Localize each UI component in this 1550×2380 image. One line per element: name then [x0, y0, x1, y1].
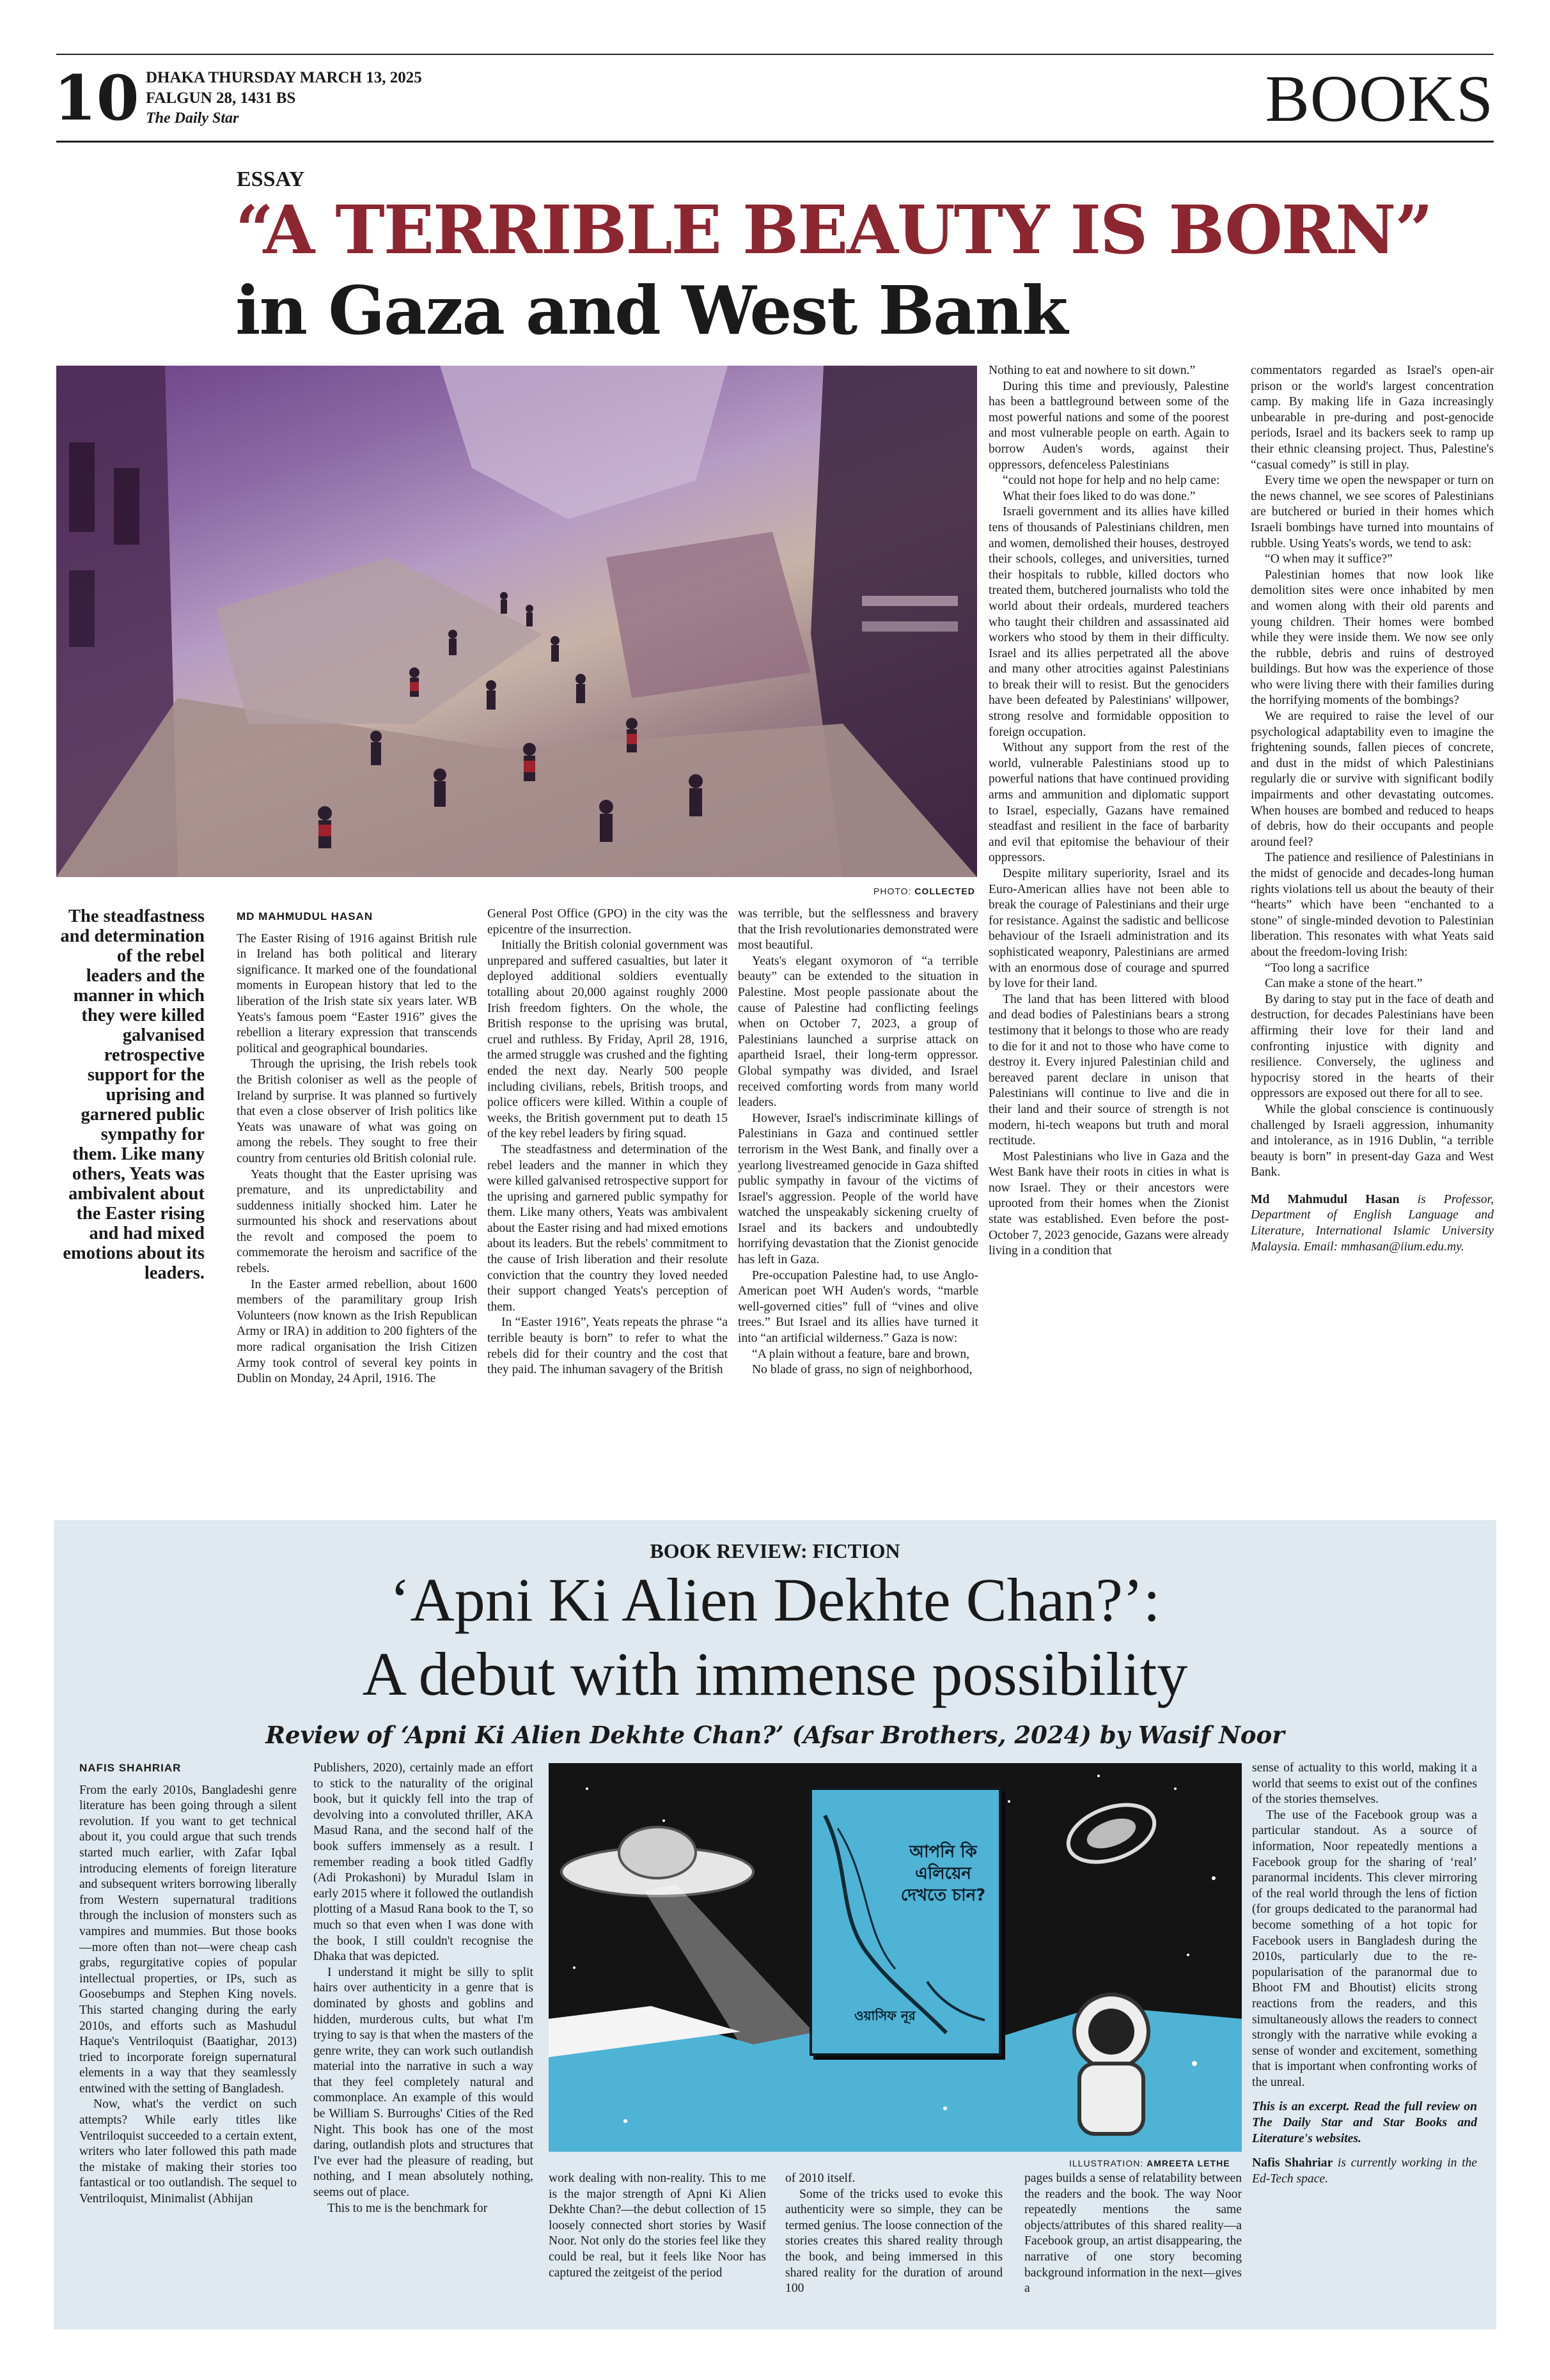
review-column-5 [1024, 2171, 1242, 2326]
date-line: DHAKA THURSDAY MARCH 13, 2025 [146, 69, 422, 86]
review-subtitle: Review of ‘Apni Ki Alien Dekhte Chan?’ (Afsar Brothers, 2024) by Wasif Noor [265, 1721, 1285, 1749]
gaza-rubble-photo [56, 366, 977, 877]
essay-paragraph: We are required to raise the level of our psychological adaptability even to imagine the frightening sounds, fallen pieces of concrete, and dust in the midst of which Palestinians regularly die or survive with significant bodily impairments and other devastating outcomes. When houses are bombed and reduced to heaps of debris, how do their occupants and people around feel? [1251, 710, 1494, 849]
alien-illustration [549, 1763, 1242, 2152]
essay-paragraph: Yeats thought that the Easter uprising was premature, and its unpredictability and suddenness initially shocked him. Later he surmounted his shock and reservations about the revolt and composed the poem to commemorate the heroism and sacrifice of the rebels. [237, 1167, 477, 1276]
essay-paragraph: The steadfastness and determination of the rebel leaders and the manner in which they were killed galvanised retrospective support for the uprising and garnered public sympathy for them. Like many others, Yeats was ambivalent about the Easter rising and had mixed emotions about its leaders. But the rebels' commitment to the cause of Irish liberation and their resolute conviction that the country they loved needed their support changed Yeats's perception of them. [487, 1142, 728, 1314]
photo-credit-label: PHOTO: [873, 886, 912, 896]
essay-paragraph: In the Easter armed rebellion, about 1600 members of the paramilitary group Irish Volunteers (now known as the Irish Republican Army or IRA) in addition to 200 fighters of the more radical organisation the Irish Citizen Army took control of several key points in Dublin on Monday, 24 April, 1916. The [237, 1277, 477, 1386]
essay-headline-red: “A TERRIBLE BEAUTY IS BORN” [235, 191, 1432, 269]
essay-paragraph: By daring to stay put in the face of death and destruction, for decades Palestinians have been affirming their love for their land and confronting injustice with dignity and resilience. Conversely, the ugliness and hypocrisy stored in the hearts of their oppressors are exposed out there for all to see. [1251, 992, 1494, 1101]
review-paragraph: From the early 2010s, Bangladeshi genre literature has been going through a silent revolution. If you want to get technical about it, you could argue that such trends started much earlier, with Zafar Iqbal introducing elements of foreign literature and subsequent writers borrowing liberally from Western supernatural traditions through the inclusion of monsters such as vampires and mummies. But those books—more often than not—were cheap cash grabs, regurgitative copies of popular intellectual properties, or IPs, such as Goosebumps and Stephen King novels. This started changing during the early 2010s, and efforts such as Mashudul Haque's Ventriloquist (Baatighar, 2013) tried to incorporate foreign supernatural elements in a way that they seamlessly entwined with the setting of Bangladesh. [79, 1783, 297, 2096]
essay-paragraph: In “Easter 1916”, Yeats repeats the phrase “a terrible beauty is born” to refer to what the rebels did for their country and the cost that they paid. The inhuman savagery of the British [487, 1316, 728, 1377]
essay-verse: “A plain without a feature, bare and brown, [752, 1347, 970, 1361]
essay-paragraph: While the global conscience is continuously challenged by Israeli aggression, inhumanity and intolerance, as in 1916 Dublin, “a terrible beauty is born” in present-day Gaza and West Bank. [1251, 1102, 1494, 1179]
essay-kicker: ESSAY [237, 167, 305, 191]
essay-verse: “O when may it suffice?” [1265, 552, 1393, 566]
review-column-6 [1252, 1761, 1477, 2326]
essay-paragraph: The Easter Rising of 1916 against British rule in Ireland has both political and literary significance. It marked one of the foundational moments in European history that led to the liberation of the Irish state six years later. WB Yeats's famous poem “Easter 1916” gives the rebellion a literary expression that transcends political and geographical boundaries. [237, 931, 477, 1055]
illustration-credit-label: ILLUSTRATION: [1069, 2158, 1144, 2168]
review-excerpt-note: This is an excerpt. Read the full review on The Daily Star and Star Books and Literature's websites. [1252, 2100, 1477, 2145]
essay-column-2 [487, 906, 728, 1497]
review-paragraph: Now, what's the verdict on such attempts? While early titles like Ventriloquist succeeded to a certain extent, writers who later followed this path made the mistake of making their stories too fantastical or too outlandish. The sequel to Ventriloquist, Minimalist (Abhijan [79, 2097, 297, 2206]
essay-paragraph: Through the uprising, the Irish rebels took the British coloniser as well as the people of Ireland by surprise. It was planned so furtively that even a close observer of Irish politics like Yeats was unaware of what was going on among the rebels. They sought to free their country from centuries old British colonial rule. [237, 1057, 477, 1165]
rubble-scene-svg [56, 366, 977, 877]
essay-paragraph: Every time we open the newspaper or turn on the news channel, we see scores of Palestinians are butchered or buried in their homes which Israeli bombings have turned into mountains of rubble. Using Yeats's words, we tend to ask: [1251, 474, 1494, 550]
masthead-rule [56, 141, 1494, 143]
essay-verse: “Too long a sacrifice [1265, 961, 1370, 975]
review-paragraph: Publishers, 2020), certainly made an effort to stick to the naturality of the original book, but it quickly fell into the trap of devolving into a convoluted thriller, AKA Masud Rana, and the second half of the book suffers immensely as a result. I remember reading a book titled Gadfly (Adi Prokashoni) by Muradul Islam in early 2015 where it followed the outlandish plotting of a Masud Rana book to the T, so much so that even when I was done with the book, I still couldn't recognise the Dhaka that was depicted. [313, 1761, 533, 1964]
photo-credit [873, 886, 975, 896]
essay-paragraph: was terrible, but the selflessness and bravery that the Irish revolutionaries demonstrated were most beautiful. [738, 907, 978, 953]
review-paragraph: pages builds a sense of relatability between the readers and the book. The way Noor repeatedly mentions the same objects/attributes of this shared reality—a Facebook group, an artist disappearing, the narrative of one story becoming background information in the next—gives a [1024, 2172, 1242, 2296]
paper-logo: The Daily Star [146, 110, 239, 127]
essay-headline-black: in Gaza and West Bank [235, 271, 1067, 350]
essay-paragraph: During this time and previously, Palestine has been a battleground between some of the most powerful nations and some of the poorest and most vulnerable people on earth. Again to borrow Auden's words, against their oppressors, defenceless Palestinians [989, 379, 1229, 472]
review-paragraph: of 2010 itself. [785, 2172, 856, 2185]
essay-column-4 [989, 363, 1229, 1497]
essay-verse: “could not hope for help and no help came: [1003, 474, 1220, 488]
review-byline: NAFIS SHAHRIAR [79, 1762, 182, 1774]
top-rule [56, 54, 1494, 55]
page-number: 10 [54, 62, 139, 134]
essay-verse: No blade of grass, no sign of neighborhood, [752, 1363, 973, 1377]
review-paragraph: sense of actuality to this world, making it a world that seems to exist out of the confines of the stories themselves. [1252, 1761, 1477, 1807]
essay-author-bio [1251, 1192, 1494, 1255]
essay-column-1 [237, 909, 477, 1497]
essay-paragraph: The land that has been littered with blood and dead bodies of Palestinians bears a strong testimony that it belongs to those who are ready to die for it and not to those who have come to destroy it. Every injured Palestinian child and bereaved parent declare in unison that Palestinians will continue to live and die in their land and their source of strength is not modern, hi-tech weapons but truth and moral rectitude. [989, 992, 1229, 1148]
bangla-date: FALGUN 28, 1431 BS [146, 89, 296, 107]
essay-bio-name: Md Mahmudul Hasan [1251, 1192, 1400, 1206]
essay-bio-text: is Professor, Department of English Language and Literature, International Islamic University Malaysia. Email: mmhasan@iium.edu.my. [1251, 1192, 1494, 1254]
essay-paragraph: Most Palestinians who live in Gaza and the West Bank have their roots in cities in what is now Israel. They or their ancestors were uprooted from their homes when the Zionist state was established. Even before the post-October 7, 2023 genocide, Gazans were already living in a condition that [989, 1149, 1229, 1258]
review-kicker: BOOK REVIEW: FICTION [650, 1539, 900, 1562]
book-cover-title: আপনি কি এলিয়েন দেখতে চান? [900, 1842, 986, 1905]
essay-paragraph: Nothing to eat and nowhere to sit down.” [989, 364, 1196, 377]
review-author-bio [1252, 2156, 1477, 2187]
essay-pullquote: The steadfastness and determination of the rebel leaders and the manner in which they were killed galvanised retrospective support for the uprising and garnered public sympathy for them. Like many others, Yeats was ambivalent about the Easter rising and had mixed emotions about its leaders. [60, 906, 205, 1283]
essay-paragraph: Pre-occupation Palestine had, to use Anglo-American poet WH Auden's words, “marble well-governed cities” full of “vines and olive trees.” But Israel and its allies have turned it into “an artificial wilderness.” Gaza is now: [738, 1268, 978, 1346]
essay-paragraph: Israeli government and its allies have killed tens of thousands of Palestinians children, men and women, demolished their houses, destroyed their schools, colleges, and universities, turned their hospitals to rubble, killed doctors who treated them, butchered journalists who told the world about their ordeals, murdered teachers who taught their children and assassinated aid workers who stood by them in their difficulty. Israel and its allies perpetrated all the above and many other atrocities against Palestinians to break their will to resist. But the genociders have been defeated by Palestinians' willpower, strong resolve and formidable opposition to foreign occupation. [989, 505, 1229, 739]
essay-paragraph: Yeats's elegant oxymoron of “a terrible beauty” can be extended to the situation in Palestine. Most people passionate about the cause of Palestine had conflicting feelings when on October 7, 2023, a group of Palestinians launched a surprise attack on apartheid Israel, their long-term oppressor. Global sympathy was divided, and Israel received comforting words from many world leaders. [738, 954, 978, 1110]
review-paragraph: I understand it might be silly to split hairs over authenticity in a genre that is dominated by ghosts and goblins and hidden, murderous cults, but what I'm trying to say is that when the masters of the genre write, they can work such outlandish material into the narrative in such a way that they feel completely natural and commonplace. An example of this would be William S. Burroughs' Cities of the Red Night. This book has one of the most daring, outlandish plots and structures that I've ever had the pleasure of reading, but nothing, and I mean absolutely nothing, seems out of place. [313, 1965, 533, 2200]
review-bio-name: Nafis Shahriar [1252, 2156, 1333, 2170]
review-title-line2: A debut with immense possibility [362, 1640, 1188, 1708]
review-paragraph: The use of the Facebook group was a particular standout. As a source of information, Noor repeatedly mentions a Facebook group for the sharing of ‘real’ paranormal incidents. This clever mirroring of the real world through the lens of fiction (for groups dedicated to the paranormal had become something of a hot topic for Facebook users in Bangladesh during the 2010s, particularly due to the re-popularisation of the paranormal due to Bhoot FM and Bhoutist) elicits strong reactions from the readers, and this simultaneously allows the readers to connect strongly with the narrative while evoking a sense of wonder and excitement, something that is important when confronting works of the unreal. [1252, 1808, 1477, 2089]
review-column-1 [79, 1761, 297, 2326]
section-name: BOOKS [1265, 62, 1494, 136]
review-paragraph: work dealing with non-reality. This to me is the major strength of Apni Ki Alien Dekhte Chan?—the debut collection of 15 loosely connected short stories by Wasif Noor. Not only do the stories feel like they could be real, but it feels like Noor has captured the zeitgeist of the period [549, 2172, 766, 2280]
essay-paragraph: However, Israel's indiscriminate killings of Palestinians in Gaza and continued settler terrorism in the West Bank, and finally over a yearlong livestreamed genocide in Gaza shifted public sympathy in favour of the victims of Israel's aggression. People of the world have watched the unspeakably sickening cruelty of Israel and its backers and undoubtedly horrifying devastation that the Zionist genocide has left in Gaza. [738, 1111, 978, 1267]
essay-column-5 [1251, 363, 1494, 1497]
essay-paragraph: commentators regarded as Israel's open-air prison or the world's largest concentration camp. By making life in Gaza increasingly unbearable in pre-during and post-genocide periods, Israel and its backers seek to ramp up their ethnic cleansing project. Thus, Palestine's “casual comedy” is still in play. [1251, 364, 1494, 472]
review-paragraph: Some of the tricks used to evoke this authenticity were so simple, they can be termed genius. The loose connection of the stories creates this shared reality through the book, and being immersed in this shared reality for the duration of around 100 [785, 2187, 1003, 2296]
essay-paragraph: General Post Office (GPO) in the city was the epicentre of the insurrection. [487, 907, 728, 937]
book-cover [810, 1787, 1001, 2056]
review-column-2 [313, 1761, 533, 2326]
essay-verse: What their foes liked to do was done.” [1003, 489, 1196, 503]
galaxy-icon [1061, 1794, 1162, 1872]
essay-paragraph: Initially the British colonial government was unprepared and suffered casualties, but later it deployed additional soldiers eventually totalling about 20,000 against roughly 2000 Irish freedom fighters. On the whole, the British response to the uprising was brutal, cruel and ruthless. By Friday, April 28, 1916, the armed struggle was crushed and the fighting ended the next day. Nearly 500 people including civilians, rebels, British troops, and police officers were killed. Within a couple of weeks, the British government put to death 15 of the key rebel leaders by firing squad. [487, 938, 728, 1141]
illustration-credit-value: AMREETA LETHE [1147, 2158, 1230, 2168]
essay-byline: MD MAHMUDUL HASAN [237, 910, 373, 922]
essay-paragraph: Despite military superiority, Israel and its Euro-American allies have not been able to break the courage of Palestinians and their urge for resistance. Against the sadistic and bellicose behaviour of the Israeli administration and its sophisticated weaponry, Palestinians are armed with an enormous dose of courage and spurred by love for their land. [989, 867, 1229, 991]
review-title-line1: ‘Apni Ki Alien Dekhte Chan?’: [389, 1566, 1161, 1634]
book-cover-author: ওয়াসিফ নূর [854, 2008, 916, 2023]
review-paragraph: This to me is the benchmark for [327, 2201, 488, 2215]
essay-paragraph: The patience and resilience of Palestinians in the midst of genocide and decades-long human rights violations tell us about the beauty of their “hearts” which have been “enchanted to a stone” of single-minded devotion to Palestinian liberation. This resonates with what Yeats said about the freedom-loving Irish: [1251, 851, 1494, 959]
review-column-4 [785, 2171, 1003, 2326]
photo-credit-value: COLLECTED [914, 886, 975, 896]
essay-verse: Can make a stone of the heart.” [1265, 977, 1423, 991]
illustration-credit [1069, 2158, 1230, 2168]
essay-column-3 [738, 906, 978, 1497]
essay-paragraph: Palestinian homes that now look like demolition sites were once inhabited by men and women along with their old parents and young children. Their homes were bombed while they were inside them. We now see only the rubble, debris and ruins of destroyed buildings. But how was the experience of those who were living there with their families during the horrifying moments of the bombings? [1251, 568, 1494, 708]
review-bio-text: is currently working in the Ed-Tech space. [1252, 2156, 1477, 2186]
review-column-3 [549, 2171, 766, 2326]
essay-paragraph: Without any support from the rest of the world, vulnerable Palestinians stood up to powerful nations that have continued providing arms and ammunition and diplomatic support to Israel, especially, Gazans have remained steadfast and resilient in the face of barbarity and evil that epitomise the behaviour of their oppressors. [989, 741, 1229, 865]
